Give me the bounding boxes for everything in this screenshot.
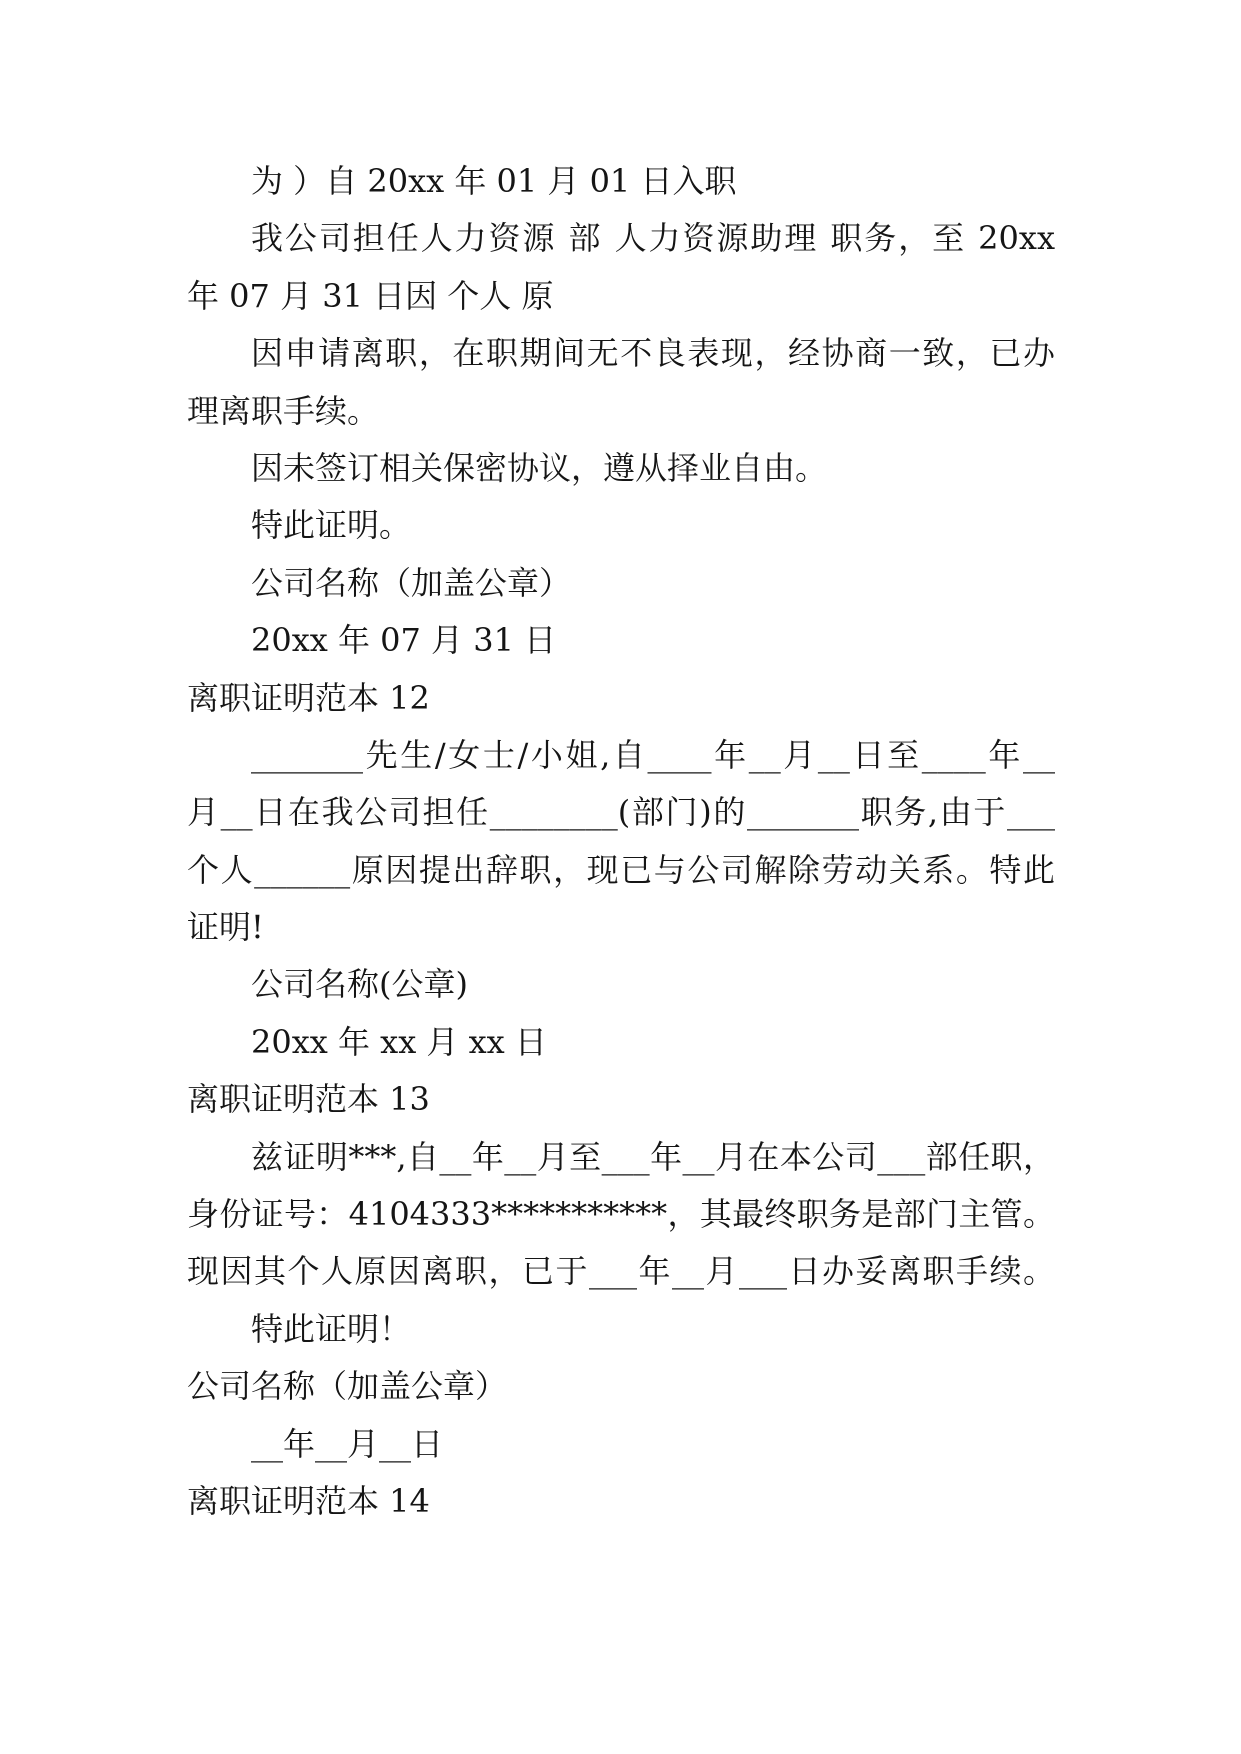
closing-line: 特此证明。: [251, 506, 412, 545]
document-page: [187, 153, 1055, 1530]
paragraph-line: 个人______原因提出辞职，现已与公司解除劳动关系。特此: [187, 850, 1055, 889]
date-line: 20xx 年 xx 月 xx 日: [251, 1022, 547, 1061]
paragraph-line: 理离职手续。: [187, 391, 380, 430]
company-name-line: 公司名称（加盖公章）: [187, 1367, 508, 1406]
paragraph-line: 因未签订相关保密协议，遵从择业自由。: [251, 448, 828, 487]
paragraph-line: _______先生/女士/小姐,自____年__月__日至____年__: [251, 735, 1055, 774]
paragraph-line: 身份证号：4104333***********，其最终职务是部门主管。: [187, 1195, 1055, 1234]
paragraph-line: 兹证明***,自__年__月至___年__月在本公司___部任职，: [251, 1137, 1055, 1176]
paragraph-line: 因申请离职，在职期间无不良表现，经协商一致，已办: [251, 334, 1055, 373]
paragraph-line: 为 ）自 20xx 年 01 月 01 日入职: [251, 162, 737, 200]
company-name-line: 公司名称(公章): [251, 965, 468, 1004]
company-name-line: 公司名称（加盖公章）: [251, 563, 572, 602]
section-heading: 离职证明范本 12: [187, 678, 430, 717]
paragraph-line: 证明!: [187, 908, 264, 947]
paragraph-line: 我公司担任人力资源 部 人力资源助理 职务，至 20xx: [251, 219, 1055, 258]
closing-line: 特此证明！: [251, 1309, 412, 1348]
section-heading: 离职证明范本 13: [187, 1080, 430, 1119]
date-line: 20xx 年 07 月 31 日: [251, 621, 557, 660]
paragraph-line: 现因其个人原因离职，已于___年__月___日办妥离职手续。: [187, 1252, 1055, 1291]
paragraph-line: 月__日在我公司担任________(部门)的_______职务,由于___: [187, 793, 1055, 832]
date-line: __年__月__日: [251, 1424, 444, 1463]
section-heading: 离职证明范本 14: [187, 1481, 430, 1520]
paragraph-line: 年 07 月 31 日因 个人 原: [187, 276, 554, 315]
